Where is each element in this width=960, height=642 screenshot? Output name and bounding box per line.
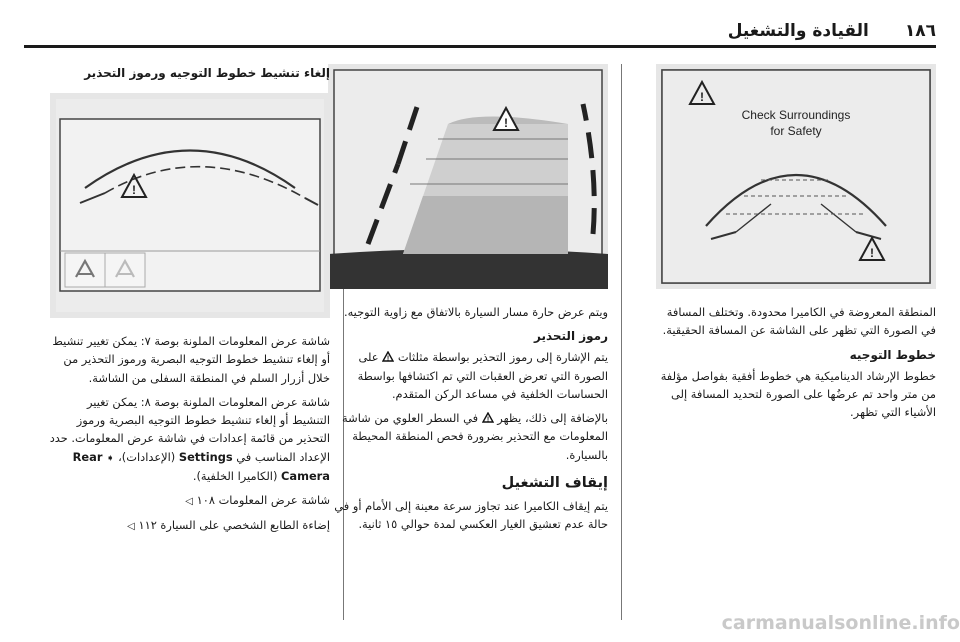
paragraph: يتم الإشارة إلى رموز التحذير بواسطة مثلثات ! على الصورة التي تعرض العقبات التي تم اكتشافها بواسطة الحساسات الخلفية في مساعد الركن المتقدم. — [357, 350, 608, 401]
warning-triangle-icon — [482, 410, 494, 424]
section-heading-deactivation: إيقاف التشغيل — [501, 474, 608, 491]
figure-caption-line2: for Safety — [770, 124, 822, 138]
arrow-icon: ➧ — [106, 452, 115, 464]
column-divider — [621, 64, 622, 620]
camera-illustration — [656, 64, 936, 289]
paragraph: بالإضافة إلى ذلك، يظهر ! في السطر العلوي من شاشة المعلومات مع التحذير بضرورة فحص المنطقة المحيطة بالسيارة. — [342, 411, 608, 462]
steering-path-illustration — [328, 64, 608, 289]
paragraph: يتم إيقاف الكاميرا عند تجاوز سرعة معينة إلى الأمام أو في حالة عدم تعشيق الغيار العكسي لمدة حوالي ١٥ ثانية. — [334, 499, 608, 532]
page-number: ١٨٦ — [904, 21, 936, 41]
svg-text:!: ! — [870, 246, 874, 260]
warning-triangle-icon — [382, 349, 394, 363]
svg-text:!: ! — [387, 355, 390, 363]
section-heading-guidelines: خطوط التوجيه — [849, 347, 936, 362]
page-arrow-icon: ◁ — [185, 495, 193, 507]
svg-text:!: ! — [700, 90, 704, 104]
column-right — [654, 64, 936, 630]
cross-reference[interactable]: إضاءة الطابع الشخصي على السيارة ١١٢ ◁ — [127, 517, 330, 532]
paragraph: شاشة عرض المعلومات الملونة بوصة ٧: يمكن تغيير تنشيط أو إلغاء تنشيط خطوط التوجيه البصرية ورموز التحذير من خلال أزرار السلم في المنطقة السفلى من الشاشة. — [52, 334, 330, 385]
paragraph: المنطقة المعروضة في الكاميرا محدودة. وتختلف المسافة في الصورة التي تظهر على الشاشة عن المسافة الحقيقية. — [662, 305, 936, 338]
figure-camera-view-guidelines — [656, 64, 936, 289]
section-heading-disable-guidelines: إلغاء تنشيط خطوط التوجيه ورموز التحذير — [84, 66, 330, 80]
figure-caption-line1: Check Surroundings — [741, 108, 851, 122]
svg-text:!: ! — [132, 183, 136, 198]
settings-label: Settings — [178, 449, 233, 464]
paragraph: شاشة عرض المعلومات الملونة بوصة ٨: يمكن تغيير التنشيط أو إلغاء تنشيط خطوط التوجيه البصرية ورموز التحذير من قائمة إعدادات في شاشة عرض المعلومات. حدد الإعداد المناسب في Settings (الإعدادات)، ➧ Rear Camera (الكاميرا الخلفية). — [49, 394, 330, 483]
rear-camera-label: Rear Camera — [72, 449, 330, 483]
column-middle — [326, 64, 608, 630]
svg-text:!: ! — [504, 116, 508, 130]
camera-buttons-illustration — [50, 93, 330, 318]
cross-reference[interactable]: شاشة عرض المعلومات ١٠٨ ◁ — [185, 492, 330, 507]
watermark: carmanualsonline.info — [721, 612, 960, 634]
chapter-title: القيادة والتشغيل — [727, 21, 869, 41]
page-header — [24, 14, 936, 48]
figure-camera-buttons — [50, 93, 330, 318]
svg-text:!: ! — [486, 416, 489, 424]
paragraph: ويتم عرض حارة مسار السيارة بالاتفاق مع زاوية التوجيه. — [343, 305, 608, 319]
section-heading-warning-symbols: رموز التحذير — [533, 329, 608, 344]
column-left — [48, 64, 330, 630]
page-arrow-icon: ◁ — [127, 520, 135, 532]
paragraph: خطوط الإرشاد الديناميكية هي خطوط أفقية بفواصل مؤلفة من متر واحد تم عرضُها على الصورة لتحديد المسافة إلى الأشياء التي تظهر. — [660, 368, 936, 420]
figure-steering-path — [328, 64, 608, 289]
